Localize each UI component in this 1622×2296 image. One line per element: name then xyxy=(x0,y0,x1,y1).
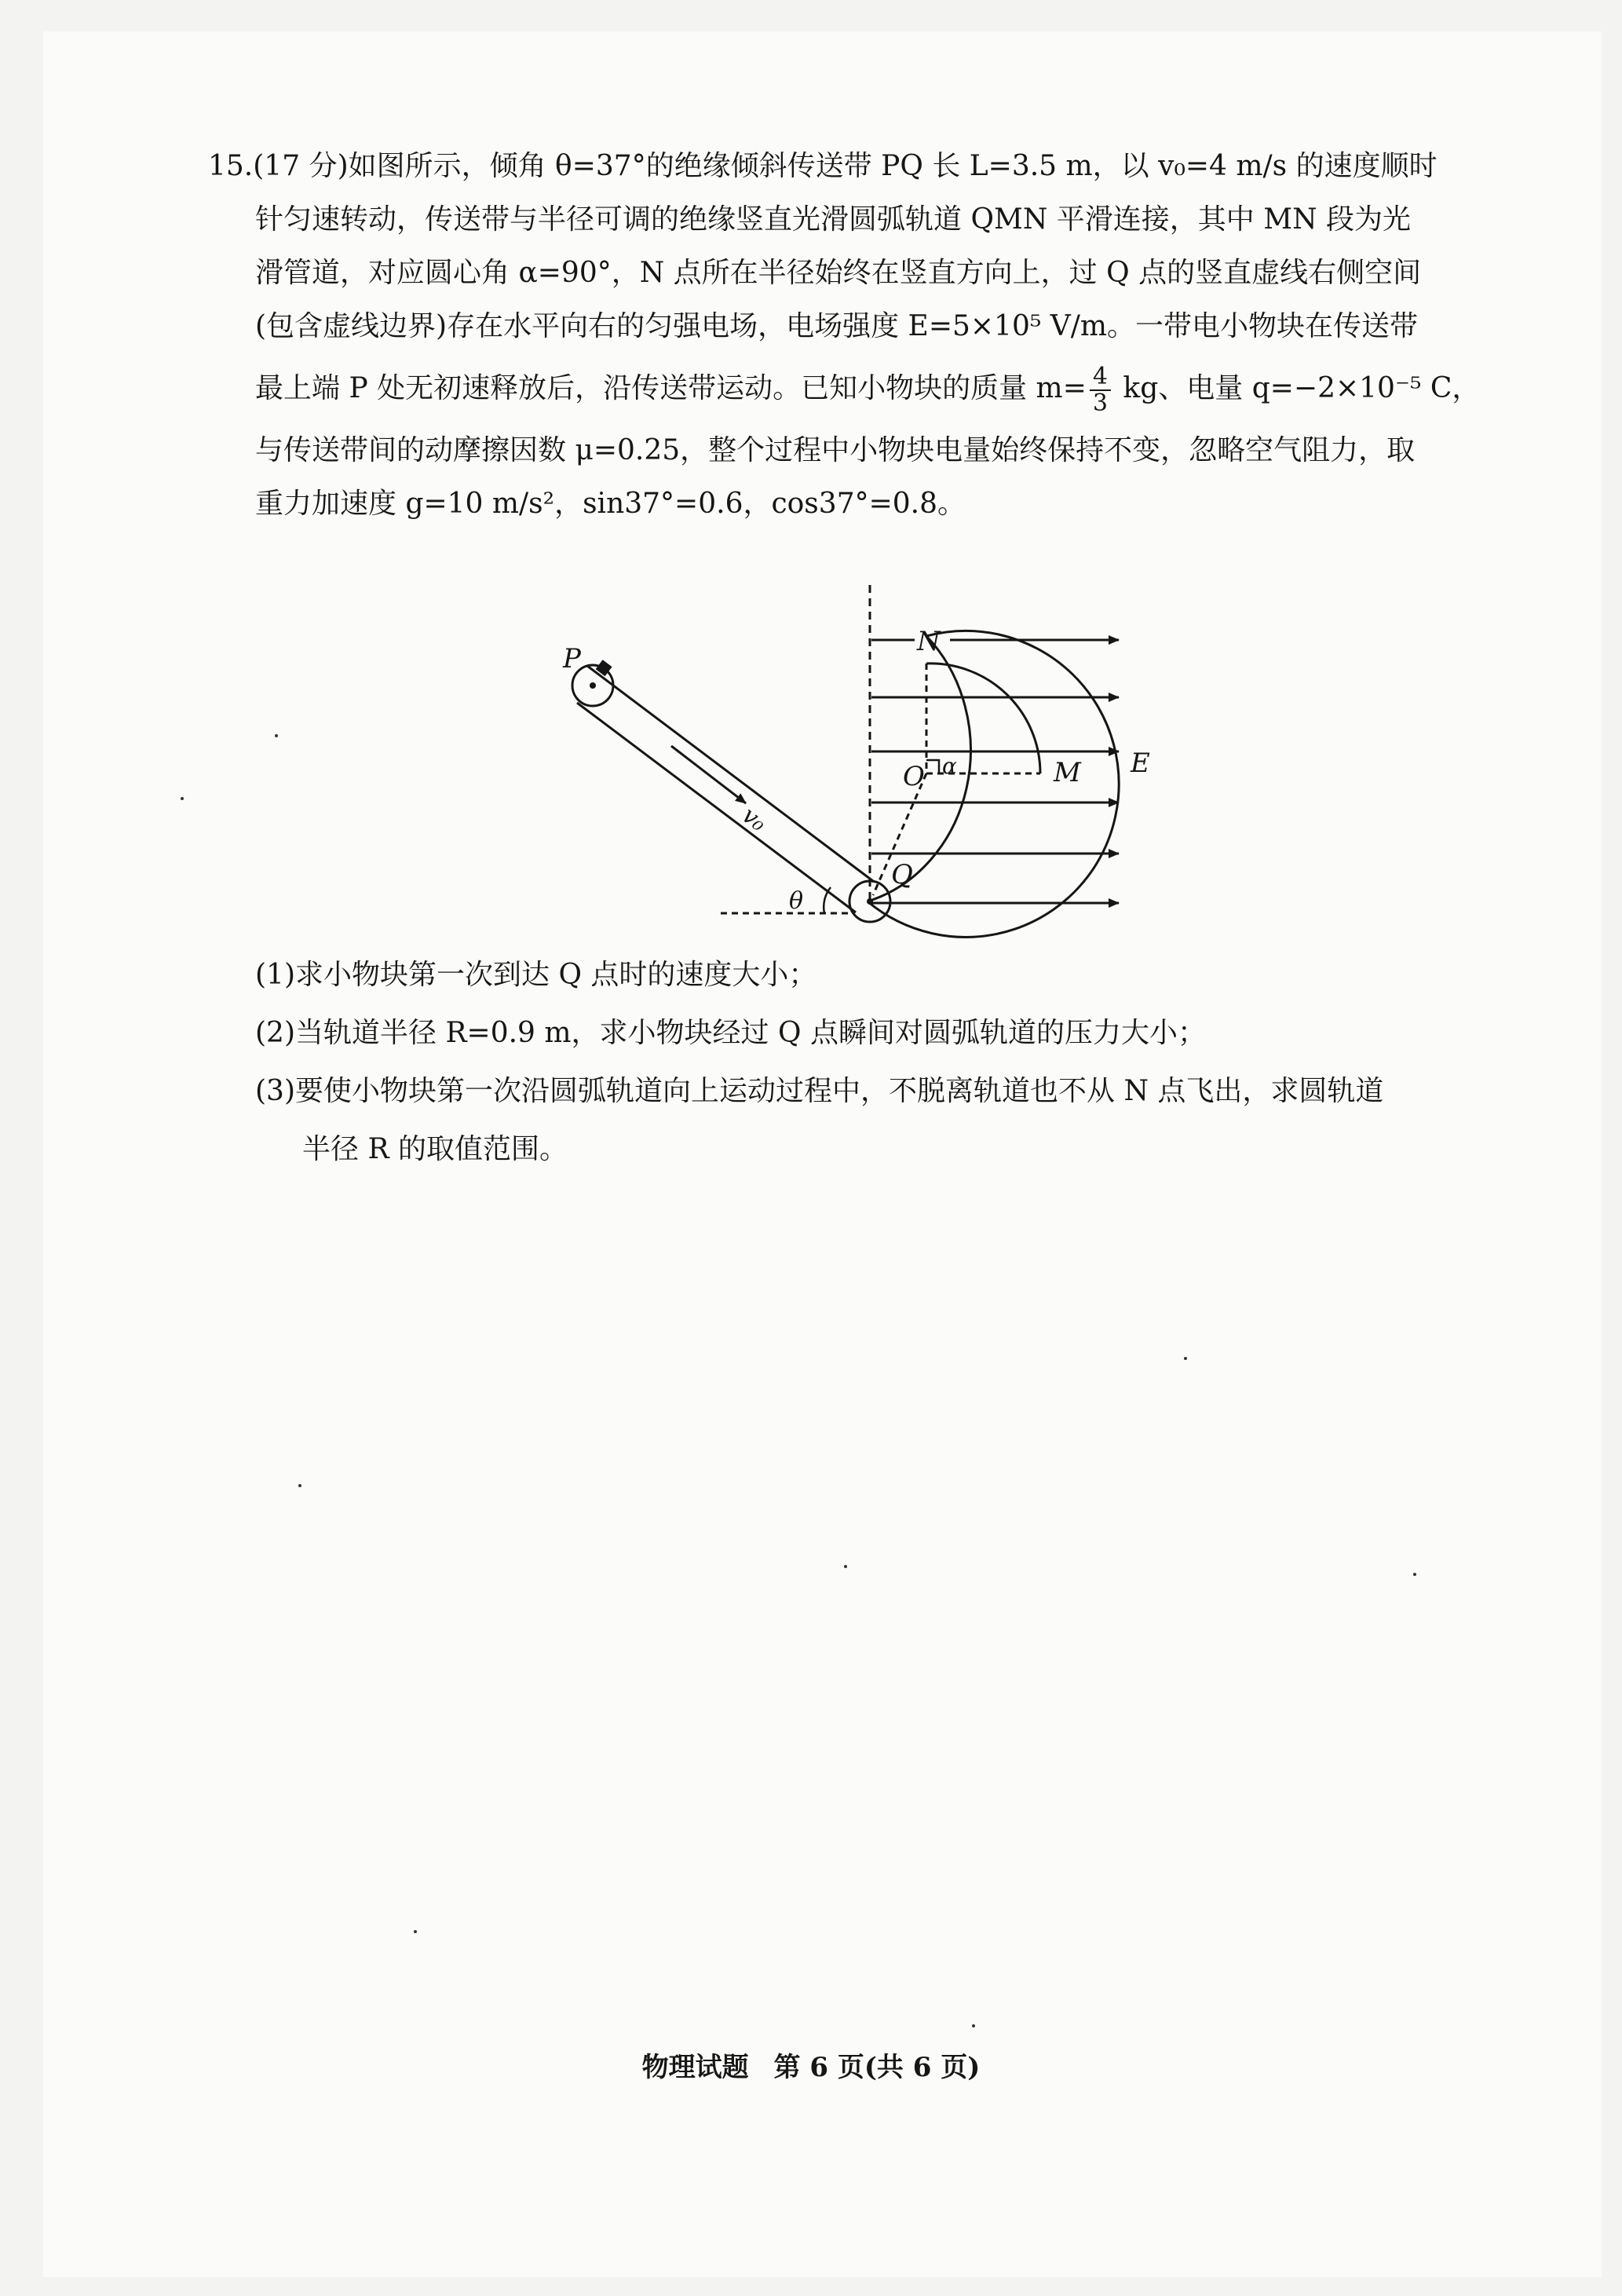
problem-line-6: 与传送带间的动摩擦因数 μ=0.25，整个过程中小物块电量始终保持不变，忽略空气阻力，取 xyxy=(255,434,1416,466)
question-3: (3)要使小物块第一次沿圆弧轨道向上运动过程中，不脱离轨道也不从 N 点飞出，求圆轨道 xyxy=(255,1075,1384,1107)
mass-fraction: $\frac{4}{3}$ xyxy=(1090,364,1111,416)
label-q: Q xyxy=(891,859,913,890)
scan-speck xyxy=(1184,1357,1187,1360)
label-e: E xyxy=(1131,748,1150,779)
problem-number: 15. xyxy=(208,150,254,182)
label-n: N xyxy=(917,626,941,657)
scan-speck xyxy=(181,797,184,800)
problem-line-7: 重力加速度 g=10 m/s²，sin37°=0.6，cos37°=0.8。 xyxy=(255,488,966,520)
problem-line-1: 15.(17 分)如图所示，倾角 θ=37°的绝缘倾斜传送带 PQ 长 L=3.5 m，以 v₀=4 m/s 的速度顺时 xyxy=(208,150,1438,182)
problem-15 xyxy=(208,140,1480,531)
scan-speck xyxy=(844,1565,847,1568)
label-p: P xyxy=(563,643,581,675)
footer-page-number: 第 6 页(共 6 页) xyxy=(773,2052,981,2083)
problem-line-2: 针匀速转动，传送带与半径可调的绝缘竖直光滑圆弧轨道 QMN 平滑连接，其中 MN 段为光 xyxy=(255,203,1412,236)
label-theta: θ xyxy=(789,887,804,915)
scan-speck xyxy=(275,734,278,737)
label-alpha: α xyxy=(942,753,957,779)
question-3-continued: 半径 R 的取值范围。 xyxy=(302,1133,568,1165)
footer-subject: 物理试题 xyxy=(641,2052,749,2083)
scan-speck xyxy=(1413,1573,1416,1576)
scan-speck xyxy=(414,1930,417,1933)
question-2: (2)当轨道半径 R=0.9 m，求小物块经过 Q 点瞬间对圆弧轨道的压力大小； xyxy=(255,1017,1206,1049)
question-1: (1)求小物块第一次到达 Q 点时的速度大小； xyxy=(255,959,817,991)
page-footer xyxy=(0,2046,1622,2084)
problem-line-3: 滑管道，对应圆心角 α=90°，N 点所在半径始终在竖直方向上，过 Q 点的竖直虚线右侧空间 xyxy=(255,257,1422,289)
label-v0: v₀ xyxy=(736,801,772,838)
problem-line-5: 最上端 P 处无初速释放后，沿传送带运动。已知小物块的质量 m= $\frac{4}{3}$ kg、电量 q=−2×10⁻⁵ C， xyxy=(255,363,1481,417)
scan-speck xyxy=(298,1484,301,1487)
label-m: M xyxy=(1054,757,1081,788)
sub-questions xyxy=(255,946,1496,1179)
problem-line-4: (包含虚线边界)存在水平向右的匀强电场，电场强度 E=5×10⁵ V/m。一带电小物块在传送带 xyxy=(255,310,1418,342)
scan-speck xyxy=(972,2024,975,2027)
label-o: O xyxy=(903,761,925,792)
